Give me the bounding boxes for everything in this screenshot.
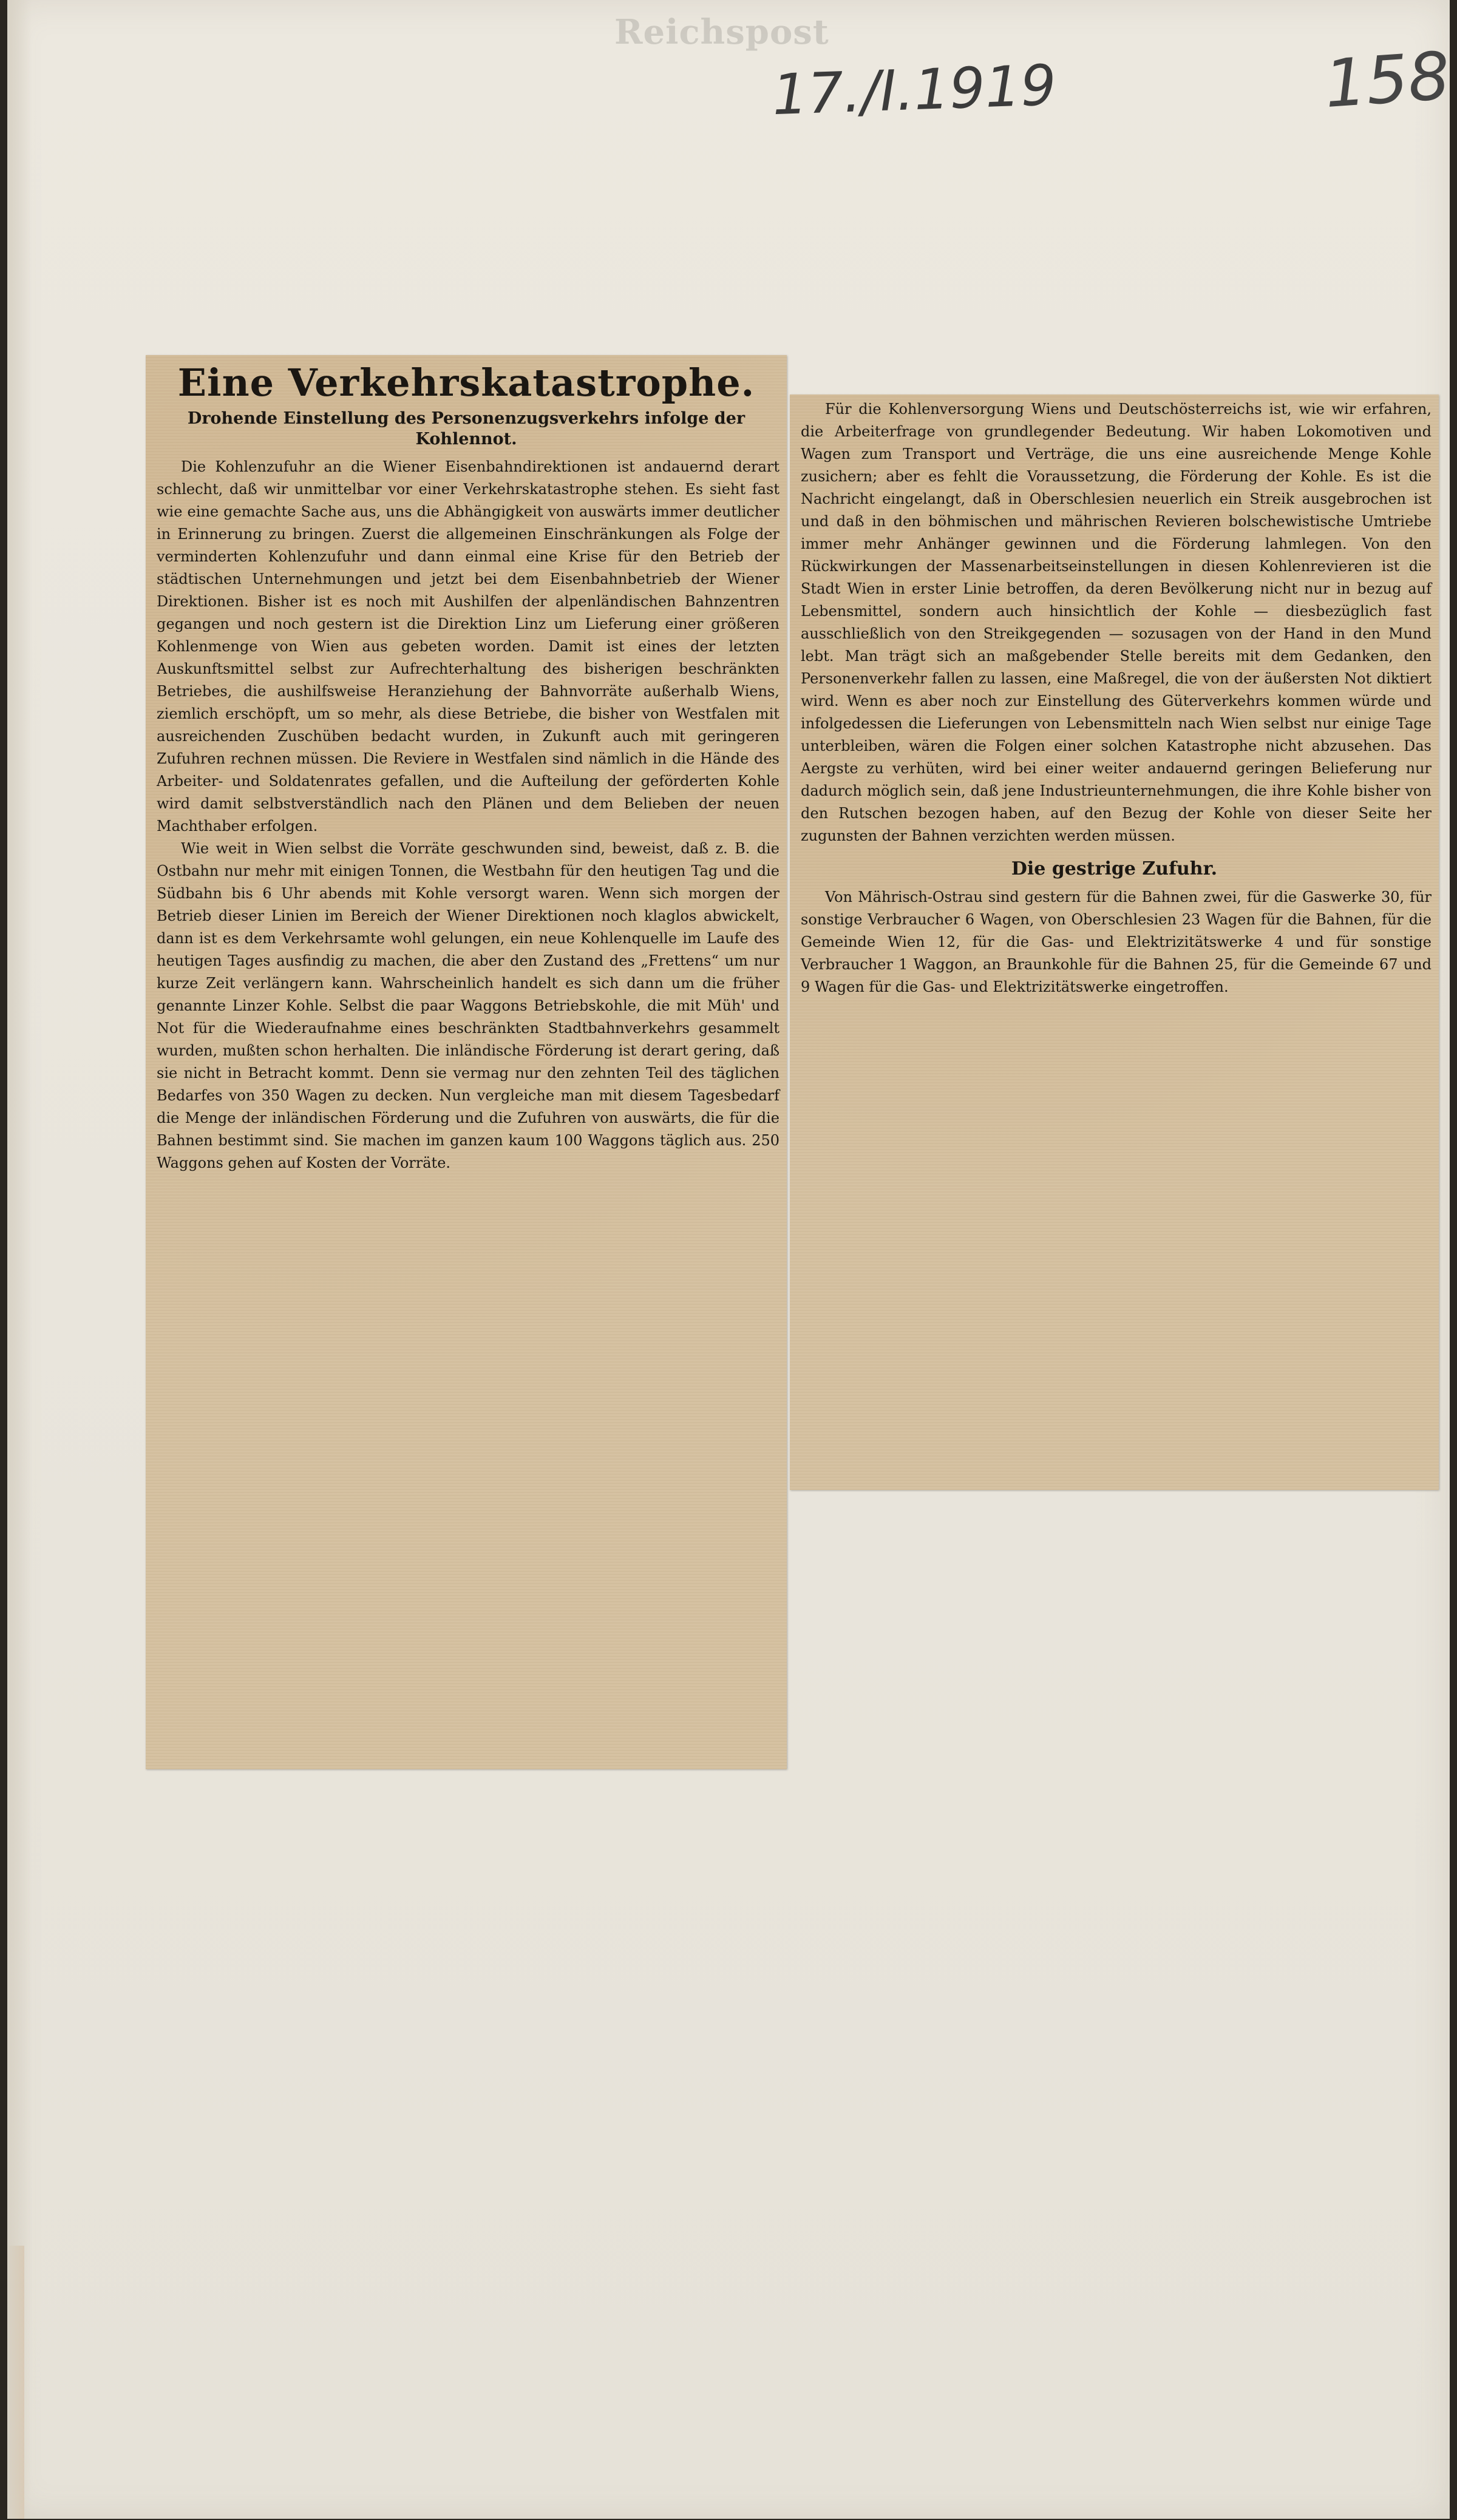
article-body-right	[801, 398, 1432, 847]
article-subheadline: Drohende Einstellung des Personenzugsverkehrs infolge der Kohlennot.	[187, 409, 745, 449]
paragraph: Die Kohlenzufuhr an die Wiener Eisenbahndirektionen ist andauernd derart schlecht, daß wir unmittelbar vor einer Verkehrskatastrophe stehen. Es sieht fast wie eine gemachte Sache aus, uns die Abhängigkeit von auswärts immer deutlicher in Erinnerung zu bringen. Zuerst die allgemeinen Einschränkungen als Folge der verminderten Kohlenzufuhr und dann einmal eine Krise für den Betrieb der städtischen Unternehmungen und jetzt bei dem Eisenbahnbetrieb der Wiener Direktionen. Bisher ist es noch mit Aushilfen der alpenländischen Bahnzentren gegangen und noch gestern ist die Direktion Linz um Lieferung einer größeren Kohlenmenge von Wien aus gebeten worden. Damit ist eines der letzten Auskunftsmittel selbst zur Aufrechterhaltung des bisherigen beschränkten Betriebes, die aushilfsweise Heranziehung der Bahnvorräte außerhalb Wiens, ziemlich erschöpft, um so mehr, als diese Betriebe, die bisher von Westfalen mit ausreichenden Zuschüben bedacht wurden, in Zukunft auch mit geringeren Zufuhren rechnen müssen. Die Reviere in Westfalen sind nämlich in die Hände des Arbeiter- und Soldatenrates gefallen, und die Aufteilung der geförderten Kohle wird damit selbstverständlich nach den Plänen und dem Belieben der neuen Machthaber erfolgen.	[157, 458, 779, 835]
article-body-left	[157, 456, 779, 1174]
paragraph: Von Mährisch-Ostrau sind gestern für die Bahnen zwei, für die Gaswerke 30, für sonstige Verbraucher 6 Wagen, von Oberschlesien 23 Wagen für die Bahnen, für die Gemeinde Wien 12, für die Gas- und Elektrizitätswerke 4 und für sonstige Verbraucher 1 Waggon, an Braunkohle für die Bahnen 25, für die Gemeinde 67 und 9 Wagen für die Gas- und Elektrizitätswerke eingetroffen.	[801, 889, 1432, 995]
section-body	[801, 886, 1432, 998]
section-heading: Die gestrige Zufuhr.	[1011, 858, 1218, 879]
article-headline: Eine Verkehrskatastrophe.	[177, 361, 755, 405]
paragraph: Für die Kohlenversorgung Wiens und Deutschösterreichs ist, wie wir erfahren, die Arbeiterfrage von grundlegender Bedeutung. Wir haben Lokomotiven und Wagen zum Transport und Verträge, die uns eine ausreichende Menge Kohle zusichern; aber es fehlt die Voraussetzung, die Förderung der Kohle. Es ist die Nachricht eingelangt, daß in Oberschlesien neuerlich ein Streik ausgebrochen ist und daß in den böhmischen und mährischen Revieren bolschewistische Umtriebe immer mehr Anhänger gewinnen und die Förderung lahmlegen. Von den Rückwirkungen der Massenarbeitseinstellungen in diesen Kohlenrevieren ist die Stadt Wien in erster Linie betroffen, da deren Bevölkerung nicht nur in bezug auf Lebensmittel, sondern auch hinsichtlich der Kohle — diesbezüglich fast ausschließlich von den Streikgegenden — sozusagen von der Hand in den Mund lebt. Man trägt sich an maßgebender Stelle bereits mit dem Gedanken, den Personenverkehr fallen zu lassen, eine Maßregel, die von der äußersten Not diktiert wird. Wenn es aber noch zur Einstellung des Güterverkehrs kommen würde und infolgedessen die Lieferungen von Lebensmitteln nach Wien selbst nur einige Tage unterbleiben, wären die Folgen einer solchen Katastrophe nicht abzusehen. Das Aergste zu verhüten, wird bei einer weiter andauernd geringen Belieferung nur dadurch möglich sein, daß jene Industrieunternehmungen, die ihre Kohle bisher von den Rutschen bezogen haben, auf den Bezug der Kohle von dieser Seite her zugunsten der Bahnen verzichten werden müssen.	[801, 401, 1432, 844]
handwritten-page-number: 158	[1322, 38, 1453, 123]
paper-edge-strip	[7, 2246, 24, 2519]
clipping-left-column	[146, 355, 787, 1769]
paragraph: Wie weit in Wien selbst die Vorräte geschwunden sind, beweist, daß z. B. die Ostbahn nur mehr mit einigen Tonnen, die Westbahn für den heutigen Tag und die Südbahn bis 6 Uhr abends mit Kohle versorgt waren. Wenn sich morgen der Betrieb dieser Linien im Bereich der Wiener Direktionen noch klaglos abwickelt, dann ist es dem Verkehrsamte wohl gelungen, ein neue Kohlenquelle im Laufe des heutigen Tages ausfindig zu machen, die aber den Zustand des „Frettens“ um nur kurze Zeit verlängern kann. Wahrscheinlich handelt es sich dann um die früher genannte Linzer Kohle. Selbst die paar Waggons Betriebskohle, die mit Müh' und Not für die Wiederaufnahme eines beschränkten Stadtbahnverkehrs gesammelt wurden, mußten schon herhalten. Die inländische Förderung ist derart gering, daß sie nicht in Betracht kommt. Denn sie vermag nur den zehnten Teil des täglichen Bedarfes von 350 Wagen zu decken. Nun vergleiche man mit diesem Tagesbedarf die Menge der inländischen Förderung und die Zufuhren von auswärts, die für die Bahnen bestimmt sind. Sie machen im ganzen kaum 100 Waggons täglich aus. 250 Waggons gehen auf Kosten der Vorräte.	[157, 840, 779, 1171]
clipping-right-column	[790, 395, 1439, 1490]
newspaper-stamp: Reichspost	[614, 12, 829, 52]
archive-sheet	[7, 0, 1453, 2519]
handwritten-date: 17./I.1919	[771, 52, 1058, 128]
